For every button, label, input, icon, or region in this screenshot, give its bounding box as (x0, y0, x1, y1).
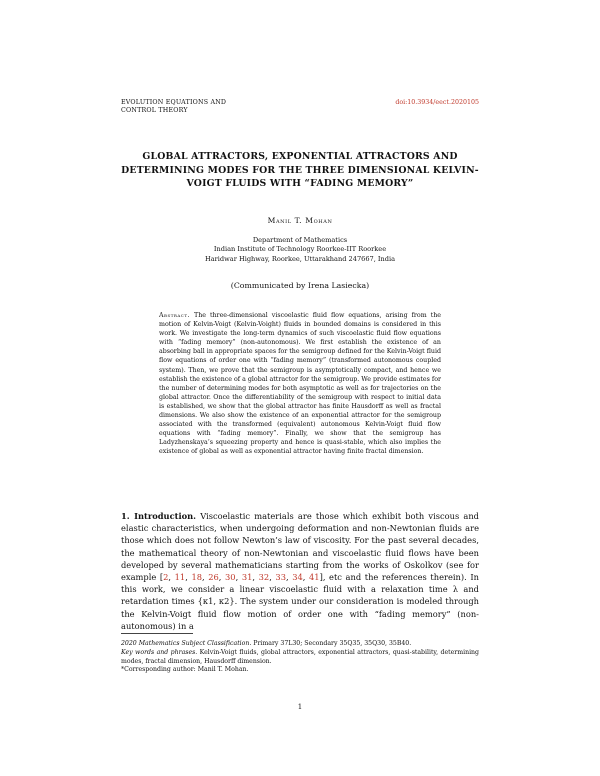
citation-link[interactable]: 34 (292, 572, 303, 583)
journal-line-2: CONTROL THEORY (121, 106, 188, 114)
intro-text-1: Viscoelastic materials are those which exhibit both viscous and elastic characteristics, when undergoing deformation and non-Newtonian fluids are those which does not follow Newton’s law of viscosity. For the past several decades, the mathematical theory of non-Newtonian and viscoelastic fluid flows have been developed by several mathematicians starting from the works of Oskolkov (see for example [ (121, 511, 479, 583)
page-number: 1 (297, 703, 303, 711)
section-heading: 1. Introduction. (121, 511, 197, 521)
journal-line-1: EVOLUTION EQUATIONS AND (121, 99, 227, 106)
affiliation (120, 236, 480, 264)
paper-title: GLOBAL ATTRACTORS, EXPONENTIAL ATTRACTORS AND DETERMINING MODES FOR THE THREE DIMENSIONAL KELVIN-VOIGT FLUIDS WITH “FADING MEMORY” (121, 151, 479, 189)
citation-link[interactable]: 41 (309, 572, 320, 583)
abstract (159, 311, 441, 457)
abstract-label: Abstract. (159, 312, 191, 319)
affiliation-line-2: Indian Institute of Technology Roorkee-IIT Roorkee (213, 245, 387, 254)
keywords-footnote (121, 649, 479, 667)
citation-link[interactable]: 31 (241, 572, 253, 583)
journal-name (121, 99, 226, 114)
footnotes (121, 640, 479, 675)
affiliation-line-1: Department of Mathematics (252, 236, 348, 244)
affiliation-line-3: Haridwar Highway, Roorkee, Uttarakhand 247667, India (204, 254, 396, 263)
citation-link[interactable]: 32 (258, 572, 270, 583)
doi-link[interactable]: doi:10.3934/eect.2020105 (395, 99, 479, 106)
abstract-text: The three-dimensional viscoelastic fluid flow equations, arising from the motion of Kelvin-Voigt (Kelvin-Voight) fluids in bounded domains is considered in this work. We investigate the long-term dynamics of such viscoelastic fluid flow equations with “fading memory” (non-autonomous). We first establish the existence of an absorbing ball in appropriate spaces for the semigroup defined for the Kelvin-Voigt fluid flow equations of order one with “fading memory” (transformed autonomous coupled system). Then, we prove that the semigroup is asymptotically compact, and hence we establish the existence of a global attractor for the semigroup. We provide estimates for the number of determining modes for both asymptotic as well as for trajectories on the global attractor. Once the differentiability of the semigroup with respect to initial data is established, we show that the global attractor has finite Hausdorff as well as fractal dimensions. We also show the existence of an exponential attractor for the semigroup associated with the transformed (equivalent) autonomous Kelvin-Voigt fluid flow equations with “fading memory”. Finally, we show that the semigroup has Ladyzhenskaya’s squeezing property and hence is quasi-stable, which also implies the existence of global as well as exponential attractor having finite fractal dimension. (159, 312, 441, 456)
citation-link[interactable]: 26 (208, 572, 219, 583)
keywords-text: Kelvin-Voigt fluids, global attractors, exponential attractors, quasi-stability, determining modes, fractal dimension, Hausdorff dimension. (121, 648, 479, 665)
corresponding-author: *Corresponding author: Manil T. Mohan. (121, 666, 249, 674)
footnote-rule (121, 633, 193, 634)
communicated-by: (Communicated by Irena Lasiecka) (230, 281, 370, 290)
author-name: Manil T. Mohan (267, 216, 333, 225)
keywords-label: Key words and phrases. (121, 648, 198, 656)
citation-link[interactable]: 18 (191, 572, 202, 583)
citation-link[interactable]: 2 (163, 572, 169, 583)
msc-label: 2020 Mathematics Subject Classification. (121, 640, 252, 647)
citation-list: 2, 11, 18, 26, 30, 31, 32, 33, 34, 41 (163, 572, 320, 583)
citation-link[interactable]: 30 (225, 572, 236, 583)
msc-text: Primary 37L30; Secondary 35Q35, 35Q30, 35B40. (251, 640, 412, 647)
citation-link[interactable]: 11 (174, 572, 186, 583)
citation-link[interactable]: 33 (275, 572, 286, 583)
msc-footnote (121, 640, 479, 649)
introduction-section (121, 510, 479, 632)
intro-text-2: ], etc and the references therein). In this work, we consider a linear viscoelastic fluid with a relaxation time λ and retardation times {κ1, κ2}. The system under our consideration is modeled through the Kelvin-Voigt fluid flow motion of order one with “fading memory” (non-autonomous) in a (121, 572, 479, 631)
